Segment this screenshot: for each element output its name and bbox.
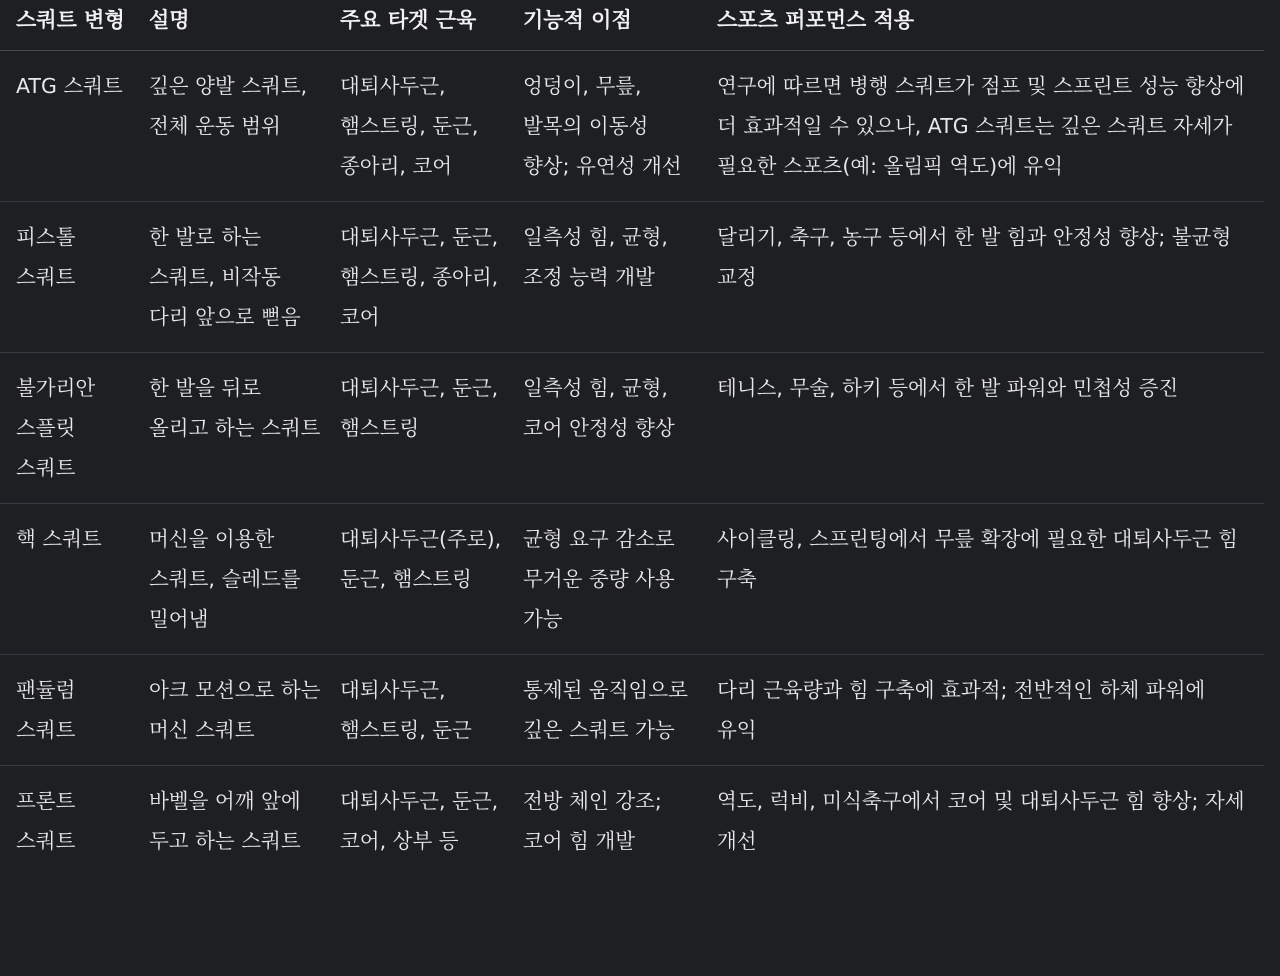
header-functional-benefits: 기능적 이점 [507, 0, 701, 51]
cell-variation: ATG 스쿼트 [0, 51, 133, 202]
cell-variation: 프론트 스쿼트 [16, 789, 76, 853]
cell-description: 바벨을 어깨 앞에 두고 하는 스쿼트 [149, 789, 301, 853]
cell-sports-application: 사이클링, 스프린팅에서 무릎 확장에 필요한 대퇴사두근 힘 구축 [701, 504, 1264, 655]
cell-functional-benefits: 균형 요구 감소로 무거운 중량 사용 가능 [507, 504, 701, 655]
cell-target-muscles: 대퇴사두근, 햄스트링, 둔근 [324, 655, 507, 766]
cell-sports-application: 달리기, 축구, 농구 등에서 한 발 힘과 안정성 향상; 불균형 교정 [701, 202, 1264, 353]
cell-sports-application: 연구에 따르면 병행 스쿼트가 점프 및 스프린트 성능 향상에 더 효과적일 수 있으나, ATG 스쿼트는 깊은 스쿼트 자세가 필요한 스포츠(예: 올림픽 역도)에 유익 [701, 51, 1264, 202]
table-row [0, 51, 1264, 202]
cell-sports-application: 다리 근육량과 힘 구축에 효과적; 전반적인 하체 파워에 유익 [701, 655, 1264, 766]
table-row [0, 353, 1264, 504]
header-target-muscles: 주요 타겟 근육 [324, 0, 507, 51]
cell-functional-benefits: 전방 체인 강조; 코어 힘 개발 [523, 789, 662, 853]
cell-variation: 피스톨 스쿼트 [0, 202, 133, 353]
table-row [0, 504, 1264, 655]
cell-description: 머신을 이용한 스쿼트, 슬레드를 밀어냄 [133, 504, 324, 655]
cell-target-muscles: 대퇴사두근, 둔근, 햄스트링, 종아리, 코어 [324, 202, 507, 353]
cell-variation: 불가리안 스플릿 스쿼트 [0, 353, 133, 504]
header-variation: 스쿼트 변형 [0, 0, 133, 51]
cell-functional-benefits: 엉덩이, 무릎, 발목의 이동성 향상; 유연성 개선 [507, 51, 701, 202]
cell-description: 아크 모션으로 하는 머신 스쿼트 [133, 655, 324, 766]
header-sports-application: 스포츠 퍼포먼스 적용 [701, 0, 1264, 51]
cell-target-muscles: 대퇴사두근(주로), 둔근, 햄스트링 [324, 504, 507, 655]
cell-target-muscles: 대퇴사두근, 햄스트링, 둔근, 종아리, 코어 [324, 51, 507, 202]
cell-target-muscles: 대퇴사두근, 둔근, 코어, 상부 등 [340, 789, 499, 853]
cell-description: 깊은 양발 스쿼트, 전체 운동 범위 [133, 51, 324, 202]
cell-functional-benefits: 일측성 힘, 균형, 조정 능력 개발 [507, 202, 701, 353]
header-description: 설명 [133, 0, 324, 51]
cell-variation: 팬듈럼 스쿼트 [0, 655, 133, 766]
table-header-row [0, 0, 1264, 51]
table-row [0, 766, 1264, 877]
cell-description: 한 발로 하는 스쿼트, 비작동 다리 앞으로 뻗음 [133, 202, 324, 353]
cell-sports-application: 역도, 럭비, 미식축구에서 코어 및 대퇴사두근 힘 향상; 자세 개선 [717, 789, 1245, 853]
cell-sports-application: 테니스, 무술, 하키 등에서 한 발 파워와 민첩성 증진 [701, 353, 1264, 504]
cell-variation: 핵 스쿼트 [0, 504, 133, 655]
table-row [0, 655, 1264, 766]
cell-description: 한 발을 뒤로 올리고 하는 스쿼트 [133, 353, 324, 504]
table-row [0, 202, 1264, 353]
cell-functional-benefits: 통제된 움직임으로 깊은 스쿼트 가능 [507, 655, 701, 766]
cell-target-muscles: 대퇴사두근, 둔근, 햄스트링 [324, 353, 507, 504]
cell-functional-benefits: 일측성 힘, 균형, 코어 안정성 향상 [507, 353, 701, 504]
